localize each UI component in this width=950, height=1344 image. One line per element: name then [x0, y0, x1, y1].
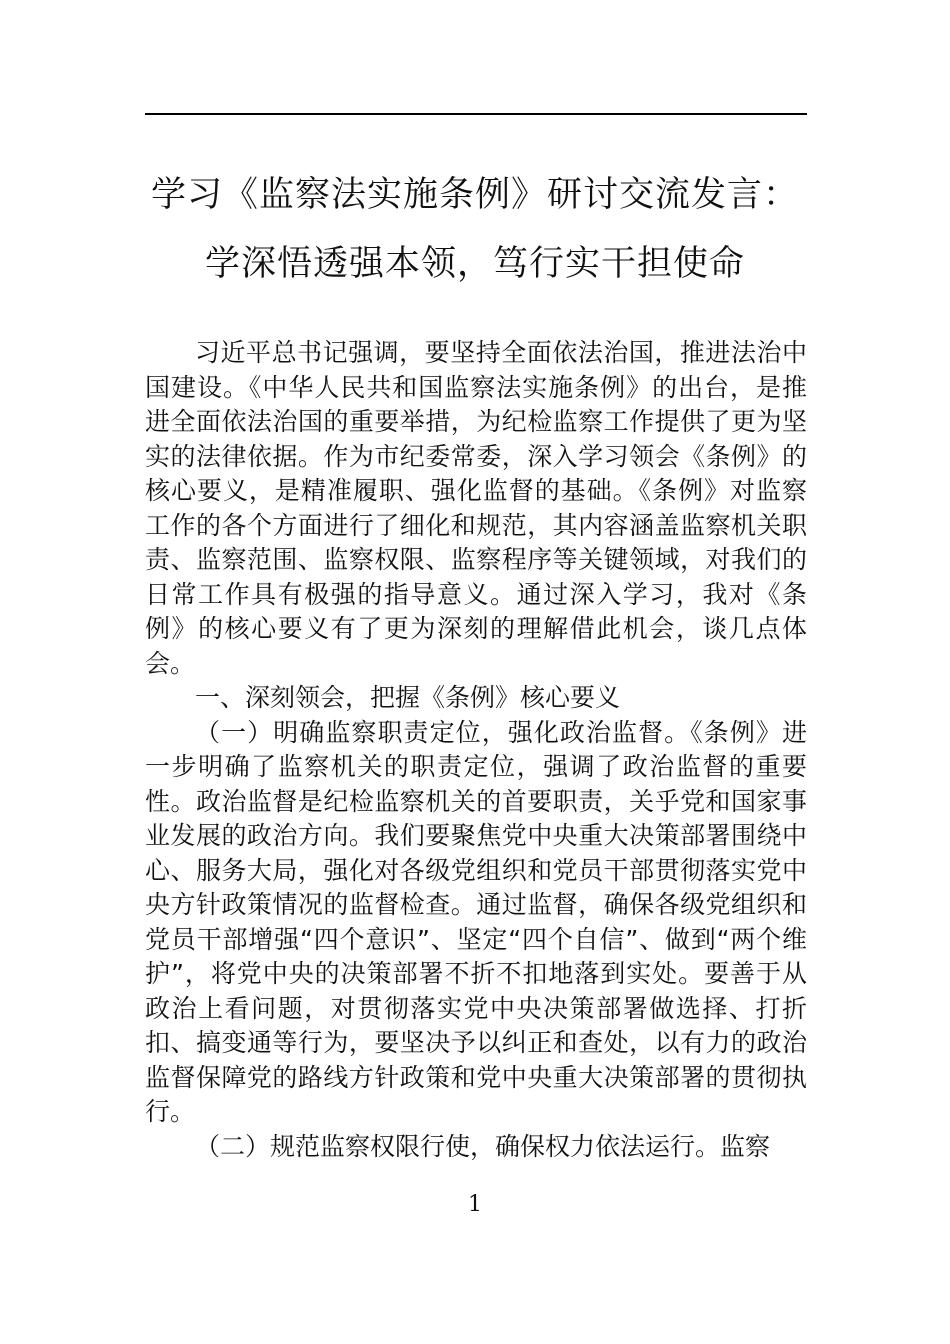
subsection-paragraph-2: （二）规范监察权限行使，确保权力依法运行。监察 — [195, 1131, 771, 1161]
page-number: 1 — [468, 1192, 482, 1217]
intro-paragraph: 习近平总书记强调，要坚持全面依法治国，推进法治中国建设。《中华人民共和国监察法实施条例》的出台，是推进全面依法治国的重要举措，为纪检监察工作提供了更为坚实的法律依据。作为市纪委常委，深入学习领会《条例》的核心要义，是精准履职、强化监督的基础。《条例》对监察工作的各个方面进行了细化和规范，其内容涵盖监察机关职责、监察范围、监察权限、监察程序等关键领域，对我们的日常工作具有极强的指导意义。通过深入学习，我对《条例》的核心要义有了更为深刻的理解借此机会，谈几点体会。 — [145, 338, 807, 678]
document-body — [145, 336, 807, 1164]
header-rule — [145, 113, 807, 115]
subsection-paragraph-1: （一）明确监察职责定位，强化政治监督。《条例》进一步明确了监察机关的职责定位，强调了政治监督的重要性。政治监督是纪检监察机关的首要职责，关乎党和国家事业发展的政治方向。我们要聚焦党中央重大决策部署围绕中心、服务大局，强化对各级党组织和党员干部贯彻落实党中央方针政策情况的监督检查。通过监督，确保各级党组织和党员干部增强“四个意识”、坚定“四个自信”、做到“两个维护”，将党中央的决策部署不折不扣地落到实处。要善于从政治上看问题，对贯彻落实党中央决策部署做选择、打折扣、搞变通等行为，要坚决予以纠正和查处，以有力的政治监督保障党的路线方针政策和党中央重大决策部署的贯彻执行。 — [145, 717, 807, 1126]
document-title-line-1: 学习《监察法实施条例》研讨交流发言： — [150, 175, 799, 215]
document-title-line-2: 学深悟透强本领，笃行实干担使命 — [204, 244, 745, 284]
section-heading-1: 一、深刻领会，把握《条例》核心要义 — [195, 683, 621, 712]
